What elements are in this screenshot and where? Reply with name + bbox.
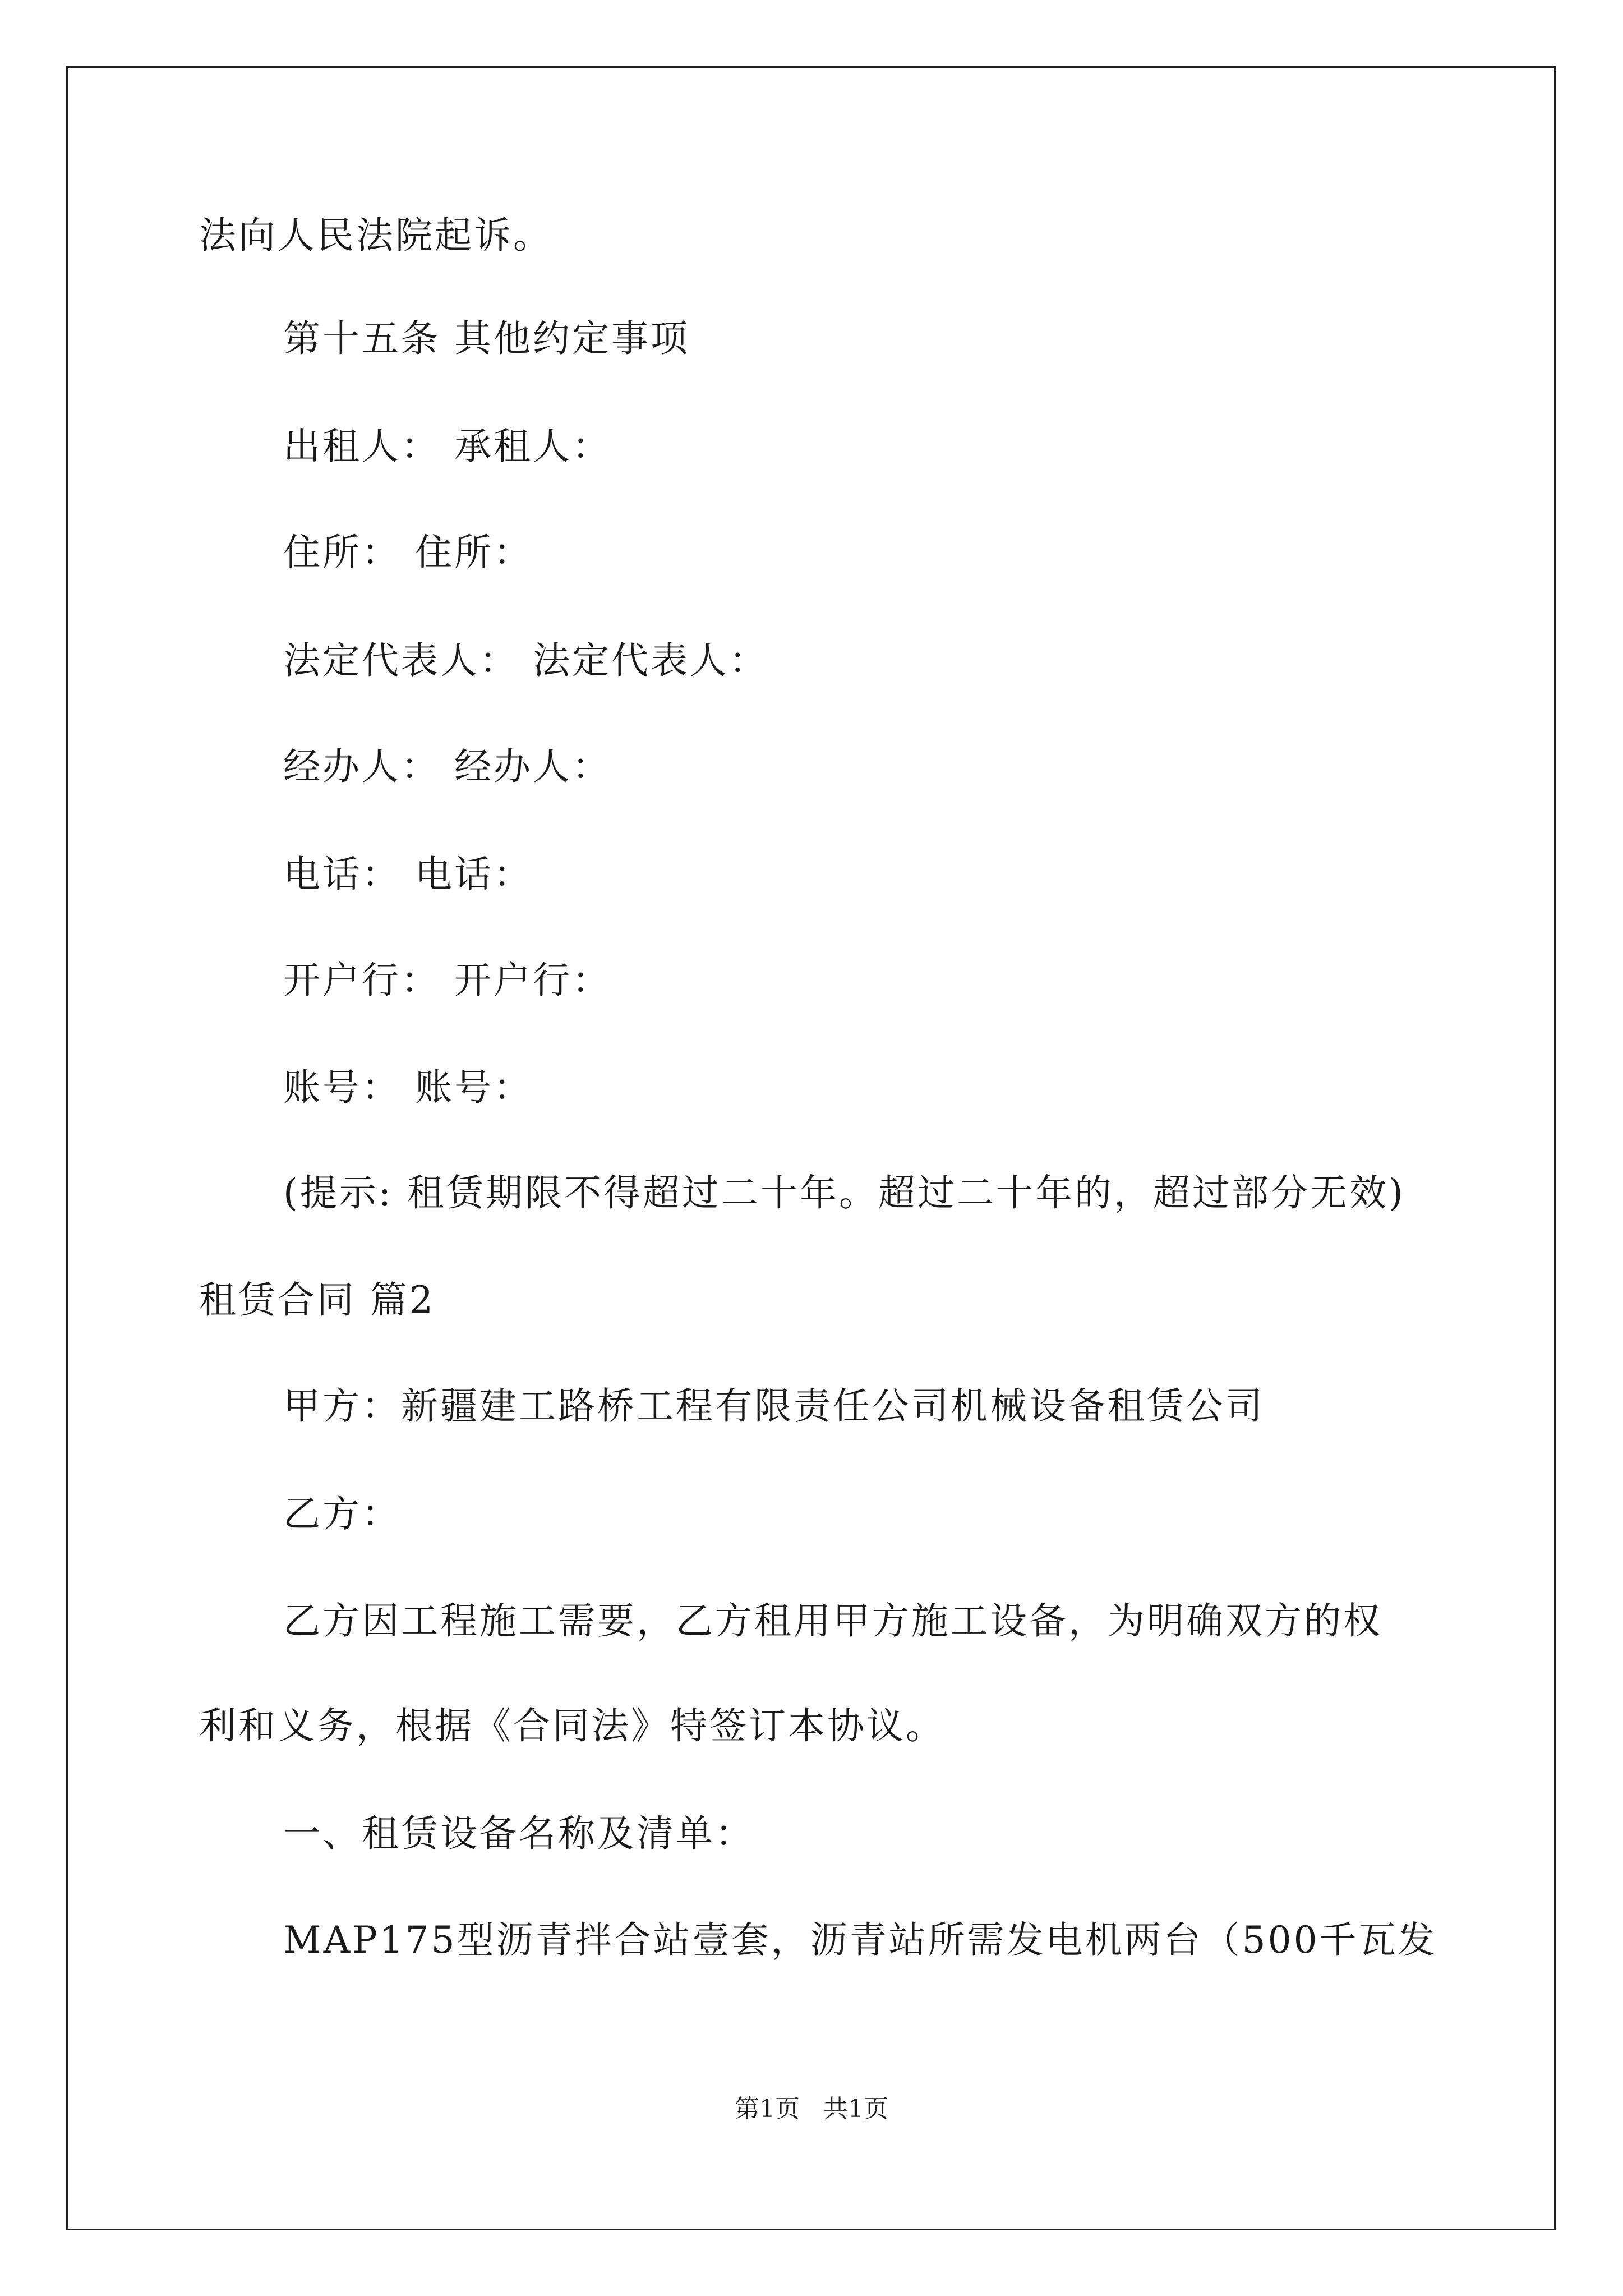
text-line: 甲方：新疆建工路桥工程有限责任公司机械设备租赁公司 [283,1384,1265,1428]
note-line: (提示: 租赁期限不得超过二十年。超过二十年的，超过部分无效) [283,1171,1405,1214]
text-line: 住所： 住所： [283,531,533,574]
text-line: 账号： 账号： [283,1066,533,1109]
text-line: 开户行： 开户行： [283,959,611,1002]
text-line: 乙方因工程施工需要，乙方租用甲方施工设备，为明确双方的权 [283,1599,1382,1642]
text-line: 法定代表人： 法定代表人： [283,639,768,682]
text-line: 一、租赁设备名称及清单： [283,1812,754,1855]
text-line: MAP175型沥青拌合站壹套，沥青站所需发电机两台（500千瓦发 [283,1918,1437,1962]
text-line: 电话： 电话： [283,853,533,896]
section-title: 租赁合同 篇2 [199,1278,435,1322]
section-heading: 第十五条 其他约定事项 [283,317,690,360]
page-border [66,66,1556,2230]
page-footer: 第1页 共1页 [735,2095,888,2123]
text-line: 经办人： 经办人： [283,745,611,788]
text-line: 乙方： [283,1492,401,1535]
text-line: 利和义务，根据《合同法》特签订本协议。 [199,1704,945,1747]
text-line: 法向人民法院起诉。 [199,214,552,257]
text-line: 出租人： 承租人： [283,425,611,468]
